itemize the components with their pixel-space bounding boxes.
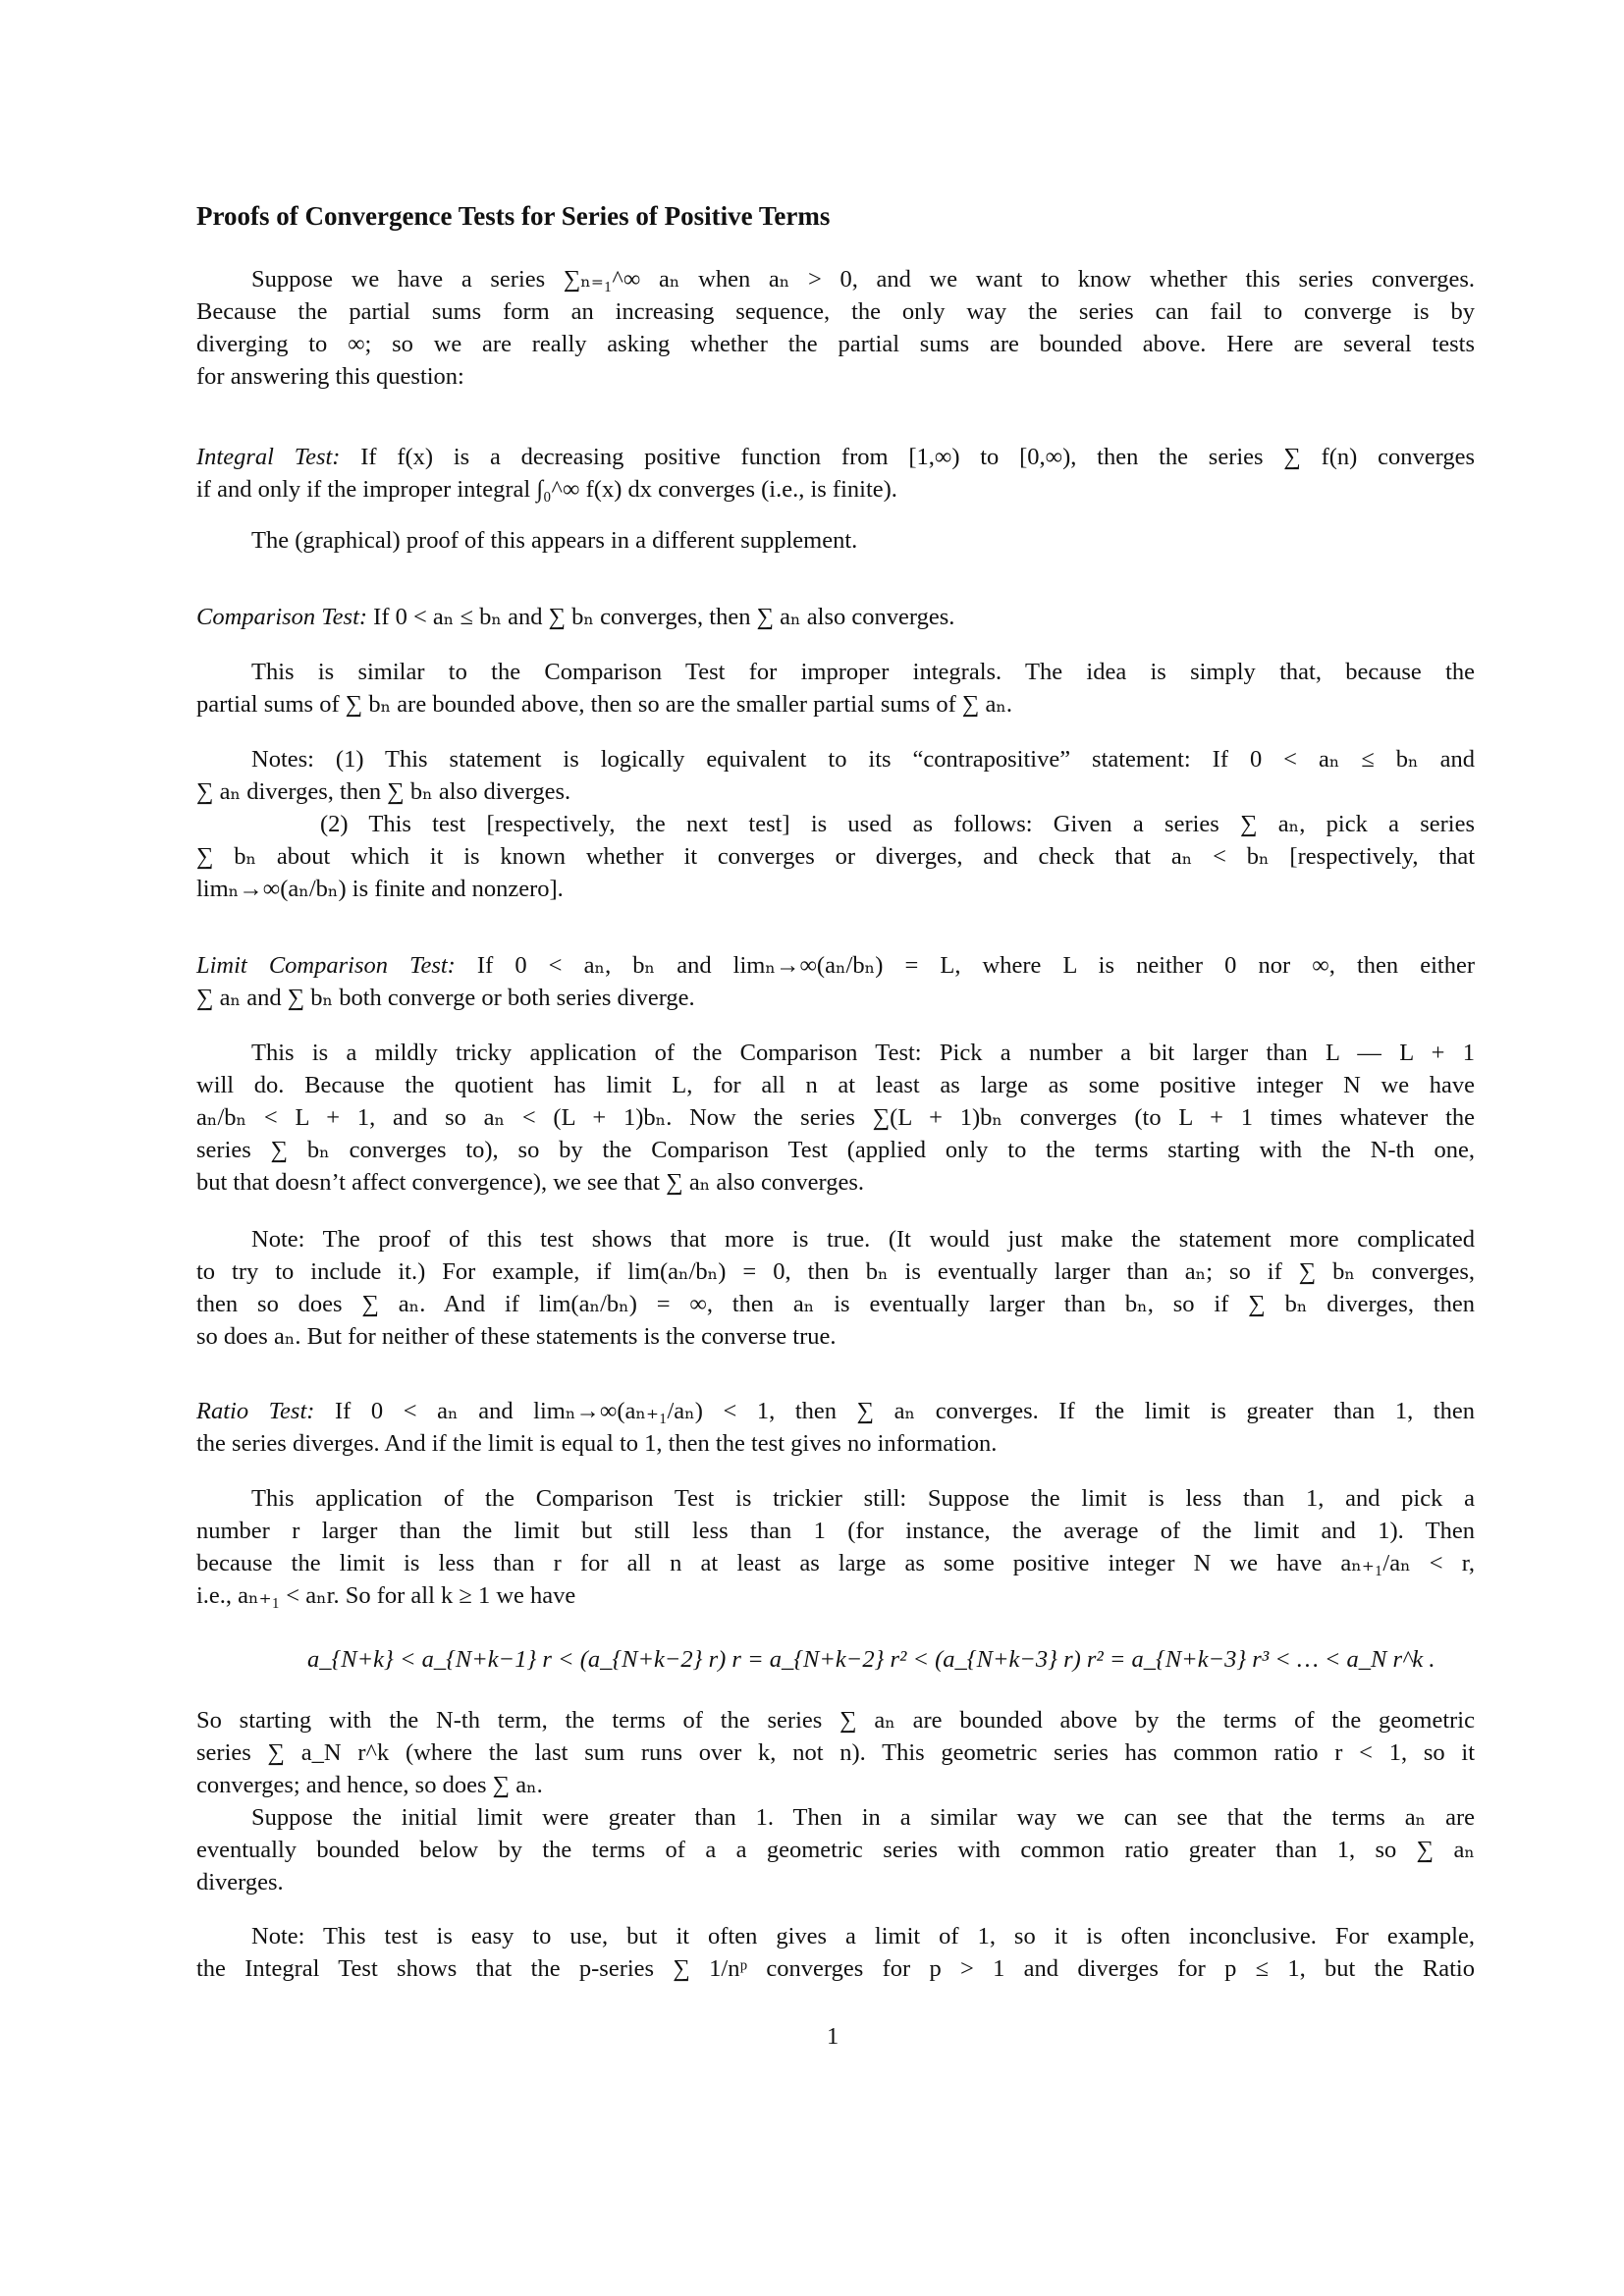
ratio-proof-line: number r larger than the limit but still less than 1 (for instance, the average of the limit and 1). Then — [196, 1518, 1475, 1544]
ratio-note-line: the Integral Test shows that the p-series ∑ 1/nᵖ converges for p > 1 and diverges for p ≤ 1, but the Ratio — [196, 1955, 1475, 1982]
page-number: 1 — [827, 2023, 839, 2050]
intro-line: Because the partial sums form an increasing sequence, the only way the series can fail to converge is by — [196, 298, 1475, 325]
ratio-test-statement: Ratio Test: If 0 < aₙ and limₙ→∞(aₙ₊₁/aₙ) < 1, then ∑ aₙ converges. If the limit is greater than 1, then — [196, 1398, 1475, 1424]
ratio-test-statement-line: the series diverges. And if the limit is equal to 1, then the test gives no information. — [196, 1430, 998, 1457]
integral-test-statement-line: if and only if the improper integral ∫₀^∞ f(x) dx converges (i.e., is finite). — [196, 476, 897, 503]
limit-comparison-statement-line: ∑ aₙ and ∑ bₙ both converge or both series diverge. — [196, 985, 695, 1011]
ratio-test-equation: a_{N+k} < a_{N+k−1} r < (a_{N+k−2} r) r = a_{N+k−2} r² < (a_{N+k−3} r) r² = a_{N+k−3} r³ < … < a_N r^k . — [307, 1646, 1435, 1673]
ratio-after-eq-line: series ∑ a_N r^k (where the last sum runs over k, not n). This geometric series has common ratio r < 1, so it — [196, 1739, 1475, 1766]
ratio-proof-line: i.e., aₙ₊₁ < aₙr. So for all k ≥ 1 we have — [196, 1582, 576, 1609]
limit-comparison-proof-line: will do. Because the quotient has limit L, for all n at least as large as some positive integer N we have — [196, 1072, 1475, 1098]
limit-comparison-note-line: then so does ∑ aₙ. And if lim(aₙ/bₙ) = ∞, then aₙ is eventually larger than bₙ, so if ∑ bₙ diverges, then — [196, 1291, 1475, 1317]
ratio-after-eq-line: diverges. — [196, 1869, 284, 1896]
comparison-notes-line: limₙ→∞(aₙ/bₙ) is finite and nonzero]. — [196, 876, 564, 902]
integral-test-label: Integral Test: — [196, 444, 341, 470]
integral-test-statement: Integral Test: If f(x) is a decreasing positive function from [1,∞) to [0,∞), then the series ∑ f(n) converges — [196, 444, 1475, 470]
limit-comparison-proof-line: series ∑ bₙ converges to), so by the Comparison Test (applied only to the terms starting with the N-th one, — [196, 1137, 1475, 1163]
limit-comparison-note-line: Note: The proof of this test shows that more is true. (It would just make the statement more complicated — [251, 1226, 1475, 1253]
comparison-proof-line: partial sums of ∑ bₙ are bounded above, then so are the smaller partial sums of ∑ aₙ. — [196, 691, 1013, 718]
comparison-test-statement: Comparison Test: If 0 < aₙ ≤ bₙ and ∑ bₙ converges, then ∑ aₙ also converges. — [196, 604, 955, 630]
limit-comparison-note-line: to try to include it.) For example, if lim(aₙ/bₙ) = 0, then bₙ is eventually larger than aₙ; so if ∑ bₙ converges, — [196, 1258, 1475, 1285]
ratio-after-eq-line: Suppose the initial limit were greater than 1. Then in a similar way we can see that the terms aₙ are — [251, 1804, 1475, 1831]
document-title: Proofs of Convergence Tests for Series of Positive Terms — [196, 201, 831, 231]
ratio-after-eq-line: So starting with the N-th term, the terms of the series ∑ aₙ are bounded above by the terms of the geometric — [196, 1707, 1475, 1734]
comparison-notes-line: (2) This test [respectively, the next test] is used as follows: Given a series ∑ aₙ, pick a series — [320, 811, 1475, 837]
limit-comparison-note-line: so does aₙ. But for neither of these statements is the converse true. — [196, 1323, 837, 1350]
limit-comparison-proof-line: This is a mildly tricky application of the Comparison Test: Pick a number a bit larger than L — L + 1 — [251, 1040, 1475, 1066]
comparison-proof-line: This is similar to the Comparison Test for improper integrals. The idea is simply that, because the — [251, 659, 1475, 685]
limit-comparison-proof-line: but that doesn’t affect convergence), we see that ∑ aₙ also converges. — [196, 1169, 865, 1196]
limit-comparison-label: Limit Comparison Test: — [196, 952, 456, 979]
intro-line: diverging to ∞; so we are really asking whether the partial sums are bounded above. Here are several tests — [196, 331, 1475, 357]
comparison-notes-line: ∑ aₙ diverges, then ∑ bₙ also diverges. — [196, 778, 571, 805]
limit-comparison-proof-line: aₙ/bₙ < L + 1, and so aₙ < (L + 1)bₙ. Now the series ∑(L + 1)bₙ converges (to L + 1 times whatever the — [196, 1104, 1475, 1131]
ratio-proof-line: This application of the Comparison Test is trickier still: Suppose the limit is less than 1, and pick a — [251, 1485, 1475, 1512]
ratio-note-line: Note: This test is easy to use, but it often gives a limit of 1, so it is often inconclusive. For example, — [251, 1923, 1475, 1949]
limit-comparison-statement: Limit Comparison Test: If 0 < aₙ, bₙ and limₙ→∞(aₙ/bₙ) = L, where L is neither 0 nor ∞, then either — [196, 952, 1475, 979]
comparison-notes-line: Notes: (1) This statement is logically equivalent to its “contrapositive” statement: If 0 < aₙ ≤ bₙ and — [251, 746, 1475, 773]
ratio-after-eq-line: eventually bounded below by the terms of a a geometric series with common ratio greater than 1, so ∑ aₙ — [196, 1837, 1475, 1863]
intro-line: Suppose we have a series ∑ₙ₌₁^∞ aₙ when aₙ > 0, and we want to know whether this series converges. — [251, 266, 1475, 293]
intro-line: for answering this question: — [196, 363, 464, 390]
ratio-test-label: Ratio Test: — [196, 1398, 315, 1424]
integral-test-proof: The (graphical) proof of this appears in a different supplement. — [251, 527, 858, 554]
comparison-notes-line: ∑ bₙ about which it is known whether it converges or diverges, and check that aₙ < bₙ [respectively, that — [196, 843, 1475, 870]
comparison-test-label: Comparison Test: — [196, 604, 368, 630]
ratio-after-eq-line: converges; and hence, so does ∑ aₙ. — [196, 1772, 543, 1798]
ratio-proof-line: because the limit is less than r for all n at least as large as some positive integer N we have aₙ₊₁/aₙ < r, — [196, 1550, 1475, 1576]
